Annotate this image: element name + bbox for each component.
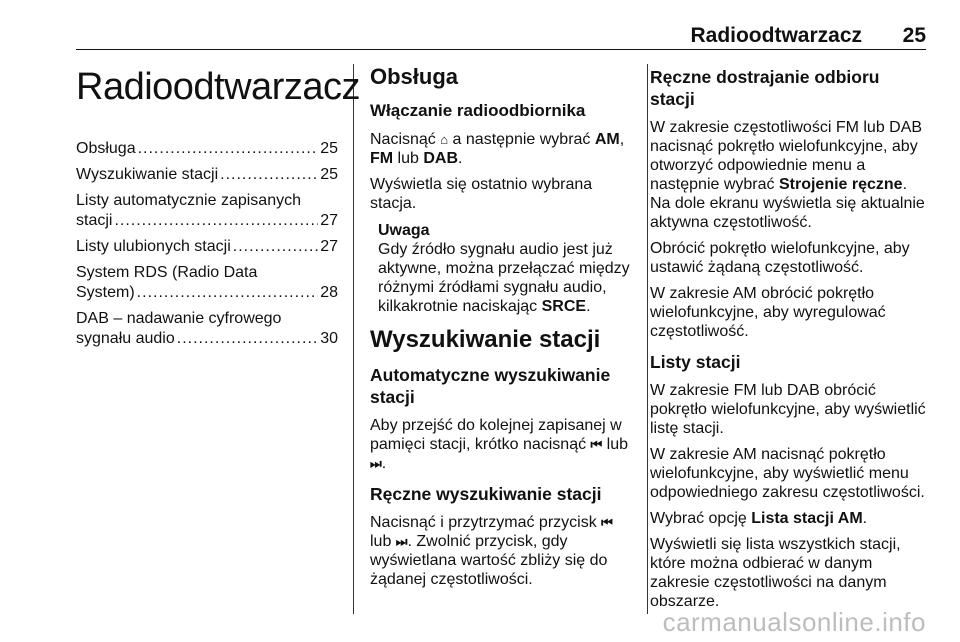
page-number: 25 bbox=[902, 24, 926, 47]
paragraph-select-option: Wybrać opcję Lista stacji AM. bbox=[650, 510, 868, 527]
heading-wyszukiwanie: Wyszukiwanie stacji bbox=[370, 326, 601, 353]
paragraph-auto-search: Aby przejść do kolejnej zapisanej w pamięci stacji, krótko nacisnąć ⏮ lub ⏭. bbox=[370, 417, 629, 472]
toc-list bbox=[76, 139, 338, 349]
paragraph-turn-on: Nacisnąć ⌂ a następnie wybrać AM, FM lub DAB. bbox=[370, 131, 625, 167]
toc-leader-dots bbox=[137, 283, 319, 303]
toc-item[interactable] bbox=[76, 165, 338, 185]
toc-item-label-first-line: DAB – nadawanie cyfrowego bbox=[76, 310, 282, 327]
column-right bbox=[650, 58, 928, 618]
heading-obsluga: Obsługa bbox=[370, 64, 459, 89]
toc-item-page: 25 bbox=[320, 166, 338, 183]
toc-leader-dots bbox=[177, 329, 318, 349]
running-header-title: Radioodtwarzacz bbox=[690, 24, 862, 47]
note-heading: Uwaga bbox=[378, 222, 430, 239]
toc-item[interactable] bbox=[76, 237, 338, 257]
toc-item-line bbox=[76, 211, 338, 231]
paragraph-am-list: W zakresie AM nacisnąć pokrętło wielofunkcyjne, aby wyświetlić menu odpowiedniego zakresu częstotliwości. bbox=[650, 446, 925, 501]
toc-item-line bbox=[76, 139, 338, 159]
paragraph-fm-dab-list: W zakresie FM lub DAB obrócić pokrętło wielofunkcyjne, aby wyświetlić listę stacji. bbox=[650, 382, 926, 437]
column-middle bbox=[370, 58, 632, 596]
toc-item[interactable] bbox=[76, 139, 338, 159]
toc-item[interactable] bbox=[76, 309, 338, 349]
paragraph-manual-tuning: W zakresie częstotliwości FM lub DAB nacisnąć pokrętło wielofunkcyjne, aby otworzyć odpowiednie menu a następnie wybrać Strojenie ręczne. Na dole ekranu wyświetla się aktualnie aktywna częstotliwość. bbox=[650, 119, 925, 231]
toc-item-line bbox=[76, 283, 338, 303]
toc-column bbox=[76, 58, 360, 355]
paragraph-rotate-knob: Obrócić pokrętło wielofunkcyjne, aby ustawić żądaną częstotliwość. bbox=[650, 240, 910, 276]
toc-item-label: stacji bbox=[76, 212, 113, 229]
watermark: carmanualsonline.info bbox=[662, 607, 926, 637]
toc-item-label-first-line: Listy automatycznie zapisanych bbox=[76, 192, 301, 209]
toc-item[interactable] bbox=[76, 191, 338, 231]
previous-track-icon: ⏮ bbox=[601, 515, 613, 530]
heading-reczne-wyszukiwanie: Ręczne wyszukiwanie stacji bbox=[370, 484, 602, 504]
toc-leader-dots bbox=[233, 237, 318, 257]
toc-item-line bbox=[76, 237, 338, 257]
toc-item-label: sygnału audio bbox=[76, 330, 175, 347]
heading-wlaczanie: Włączanie radioodbiornika bbox=[370, 101, 586, 120]
toc-leader-dots bbox=[220, 165, 318, 185]
column-divider-right bbox=[647, 64, 648, 614]
toc-item-label-first-line: System RDS (Radio Data bbox=[76, 264, 258, 281]
toc-item-page: 30 bbox=[320, 330, 338, 347]
toc-item-page: 27 bbox=[320, 212, 338, 229]
column-divider-left bbox=[353, 64, 354, 614]
toc-item-page: 28 bbox=[320, 284, 338, 301]
toc-item-page: 27 bbox=[320, 238, 338, 255]
toc-item-line bbox=[76, 329, 338, 349]
paragraph-list-shown: Wyświetli się lista wszystkich stacji, które można odbierać w danym zakresie częstotliwości na danym obszarze. bbox=[650, 536, 901, 610]
paragraph-manual-search: Nacisnąć i przytrzymać przycisk ⏮ lub ⏭. Zwolnić przycisk, gdy wyświetlana wartość zbliży się do żądanej częstotliwości. bbox=[370, 514, 613, 588]
toc-item-line bbox=[76, 165, 338, 185]
header-rule bbox=[76, 49, 926, 50]
toc-item-label: Listy ulubionych stacji bbox=[76, 238, 231, 255]
note-text: Gdy źródło sygnału audio jest już aktywne, można przełączać między różnymi źródłami sygnału audio, kilkakrotnie naciskając SRCE. bbox=[378, 241, 630, 315]
heading-reczne-dostrajanie: Ręczne dostrajanie odbioru stacji bbox=[650, 67, 880, 109]
heading-listy-stacji: Listy stacji bbox=[650, 352, 741, 372]
previous-track-icon: ⏮ bbox=[590, 437, 603, 452]
paragraph-last-station: Wyświetla się ostatnio wybrana stacja. bbox=[370, 176, 593, 212]
paragraph-am-rotate: W zakresie AM obrócić pokrętło wielofunkcyjne, aby wyregulować częstotliwość. bbox=[650, 285, 886, 340]
note-box bbox=[378, 221, 632, 316]
toc-leader-dots bbox=[114, 211, 318, 231]
toc-item-label: System) bbox=[76, 284, 135, 301]
chapter-title: Radioodtwarzacz bbox=[76, 66, 360, 108]
next-track-icon: ⏭ bbox=[370, 456, 382, 471]
next-track-icon: ⏭ bbox=[395, 534, 408, 549]
toc-item-page: 25 bbox=[320, 140, 338, 157]
home-icon: ⌂ bbox=[440, 132, 449, 147]
toc-item-label: Wyszukiwanie stacji bbox=[76, 166, 219, 183]
toc-item[interactable] bbox=[76, 263, 338, 303]
heading-automatyczne: Automatyczne wyszukiwanie stacji bbox=[370, 365, 611, 407]
toc-item-label: Obsługa bbox=[76, 140, 136, 157]
toc-leader-dots bbox=[138, 139, 319, 159]
